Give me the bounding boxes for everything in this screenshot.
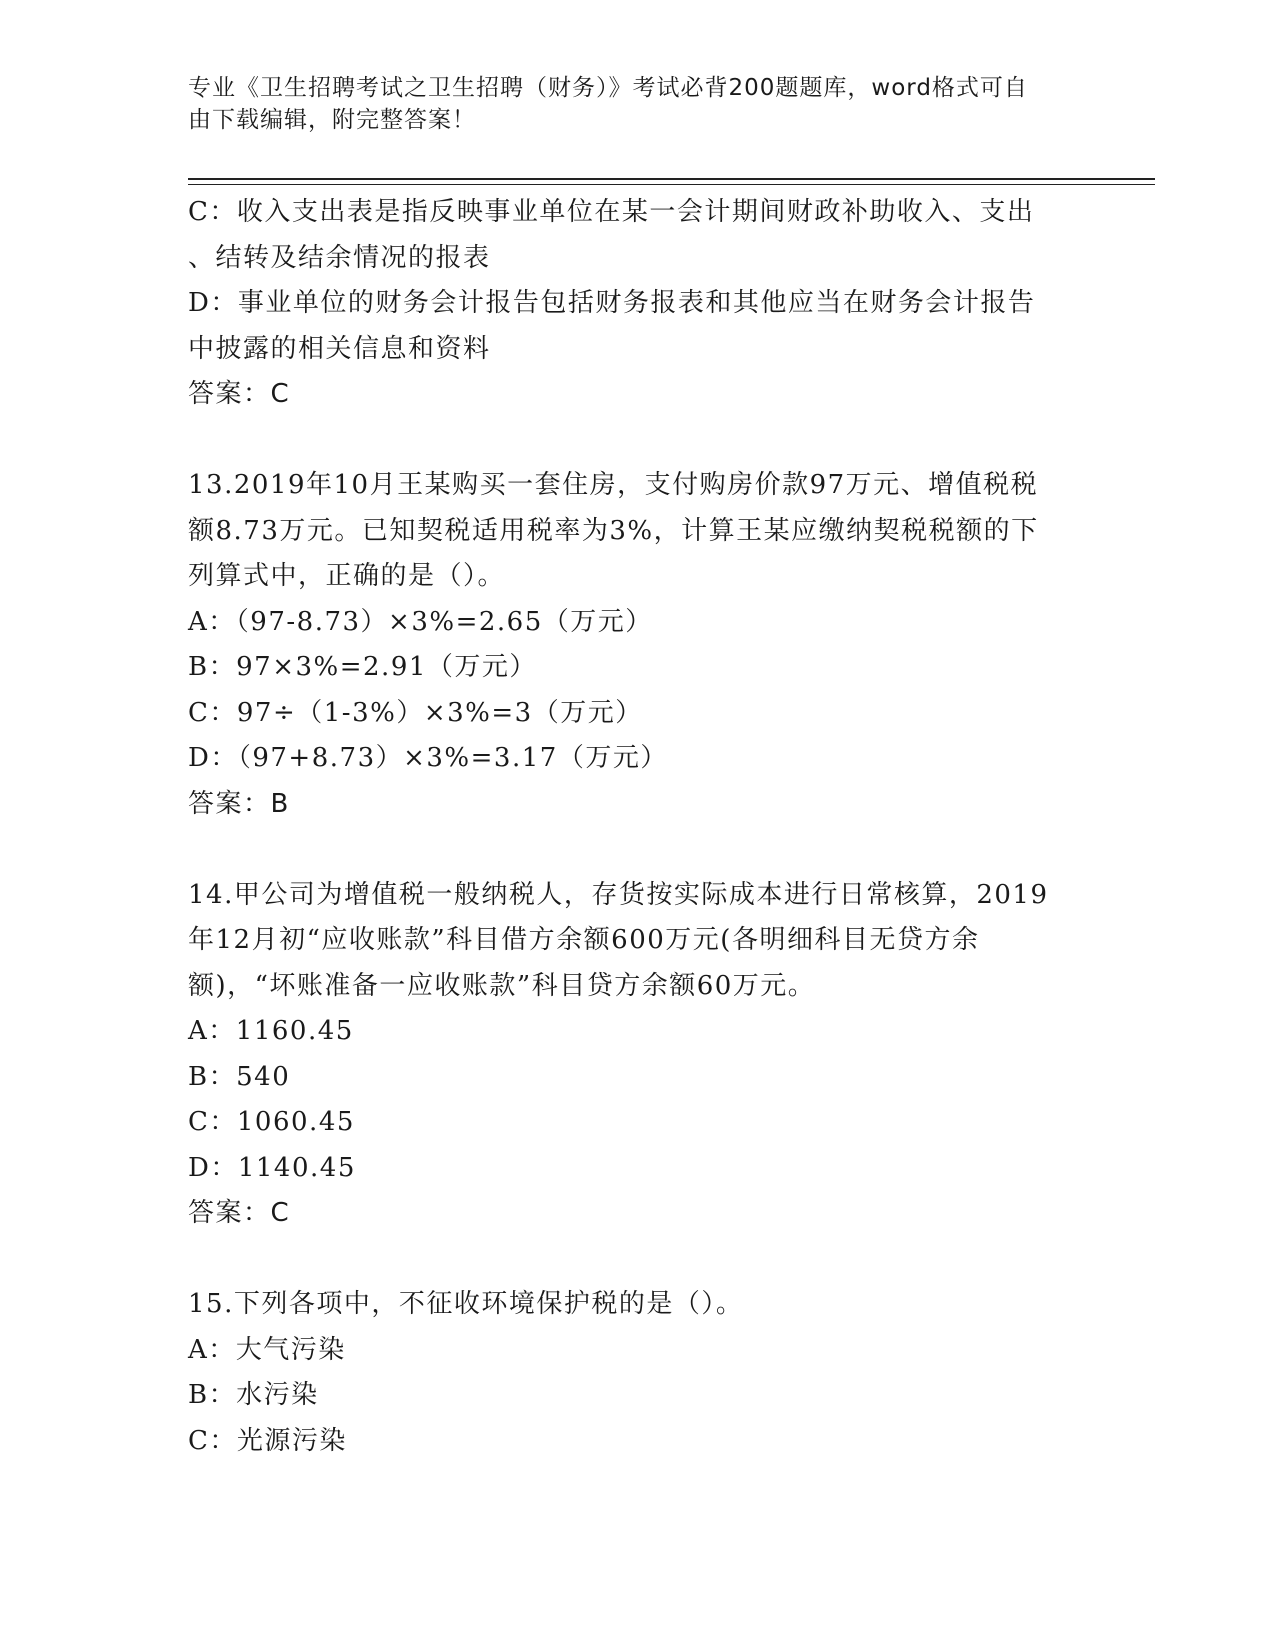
option-c-line-2: 、结转及结余情况的报表 xyxy=(188,242,491,273)
option-c: C：光源污染 xyxy=(188,1425,347,1456)
answer: 答案：B xyxy=(188,788,290,819)
option-b: B：水污染 xyxy=(188,1380,319,1410)
question-stem-line-1: 15.下列各项中，不征收环境保护税的是（）。 xyxy=(188,1289,744,1319)
option-d: D：（97+8.73）×3%=3.17（万元） xyxy=(188,743,668,773)
question-stem-line-1: 14.甲公司为增值税一般纳税人，存货按实际成本进行日常核算，2019 xyxy=(188,879,1049,910)
question-stem-line-3: 列算式中，正确的是（）。 xyxy=(188,561,506,591)
option-d-line-1: D：事业单位的财务会计报告包括财务报表和其他应当在财务会计报告 xyxy=(188,288,1036,318)
header-rule-thick xyxy=(188,178,1155,180)
answer: 答案：C xyxy=(188,1198,291,1228)
option-d: D：1140.45 xyxy=(188,1152,356,1183)
spacer xyxy=(188,418,1088,464)
question-12 xyxy=(188,190,1088,418)
option-a: A：大气污染 xyxy=(188,1334,346,1365)
spacer xyxy=(188,1237,1088,1283)
spacer xyxy=(188,827,1088,873)
answer: 答案：C xyxy=(188,379,291,409)
question-14 xyxy=(188,873,1088,1237)
header-line-2: 由下载编辑，附完整答案！ xyxy=(188,107,476,133)
option-a: A：1160.45 xyxy=(188,1016,354,1046)
option-c-line-1: C：收入支出表是指反映事业单位在某一会计期间财政补助收入、支出 xyxy=(188,197,1035,227)
option-b: B：540 xyxy=(188,1061,291,1092)
document-header xyxy=(188,72,1088,136)
option-d-line-2: 中披露的相关信息和资料 xyxy=(188,333,491,364)
question-stem-line-2: 年12月初“应收账款”科目借方余额600万元(各明细科目无贷方余 xyxy=(188,925,980,955)
question-13 xyxy=(188,463,1088,827)
question-stem-line-3: 额)，“坏账准备一应收账款”科目贷方余额60万元。 xyxy=(188,970,816,1001)
question-stem-line-2: 额8.73万元。已知契税适用税率为3%，计算王某应缴纳契税税额的下 xyxy=(188,515,1039,546)
header-rule-thin xyxy=(188,184,1155,185)
option-c: C：1060.45 xyxy=(188,1107,355,1137)
question-list xyxy=(188,190,1088,1464)
option-b: B：97×3%=2.91（万元） xyxy=(188,652,537,682)
option-c: C：97÷（1-3%）×3%=3（万元） xyxy=(188,697,643,728)
question-stem-line-1: 13.2019年10月王某购买一套住房，支付购房价款97万元、增值税税 xyxy=(188,470,1039,500)
option-a: A：（97-8.73）×3%=2.65（万元） xyxy=(188,606,653,637)
header-line-1: 专业《卫生招聘考试之卫生招聘（财务）》考试必背200题题库，word格式可自 xyxy=(188,75,1028,101)
question-15 xyxy=(188,1282,1088,1464)
